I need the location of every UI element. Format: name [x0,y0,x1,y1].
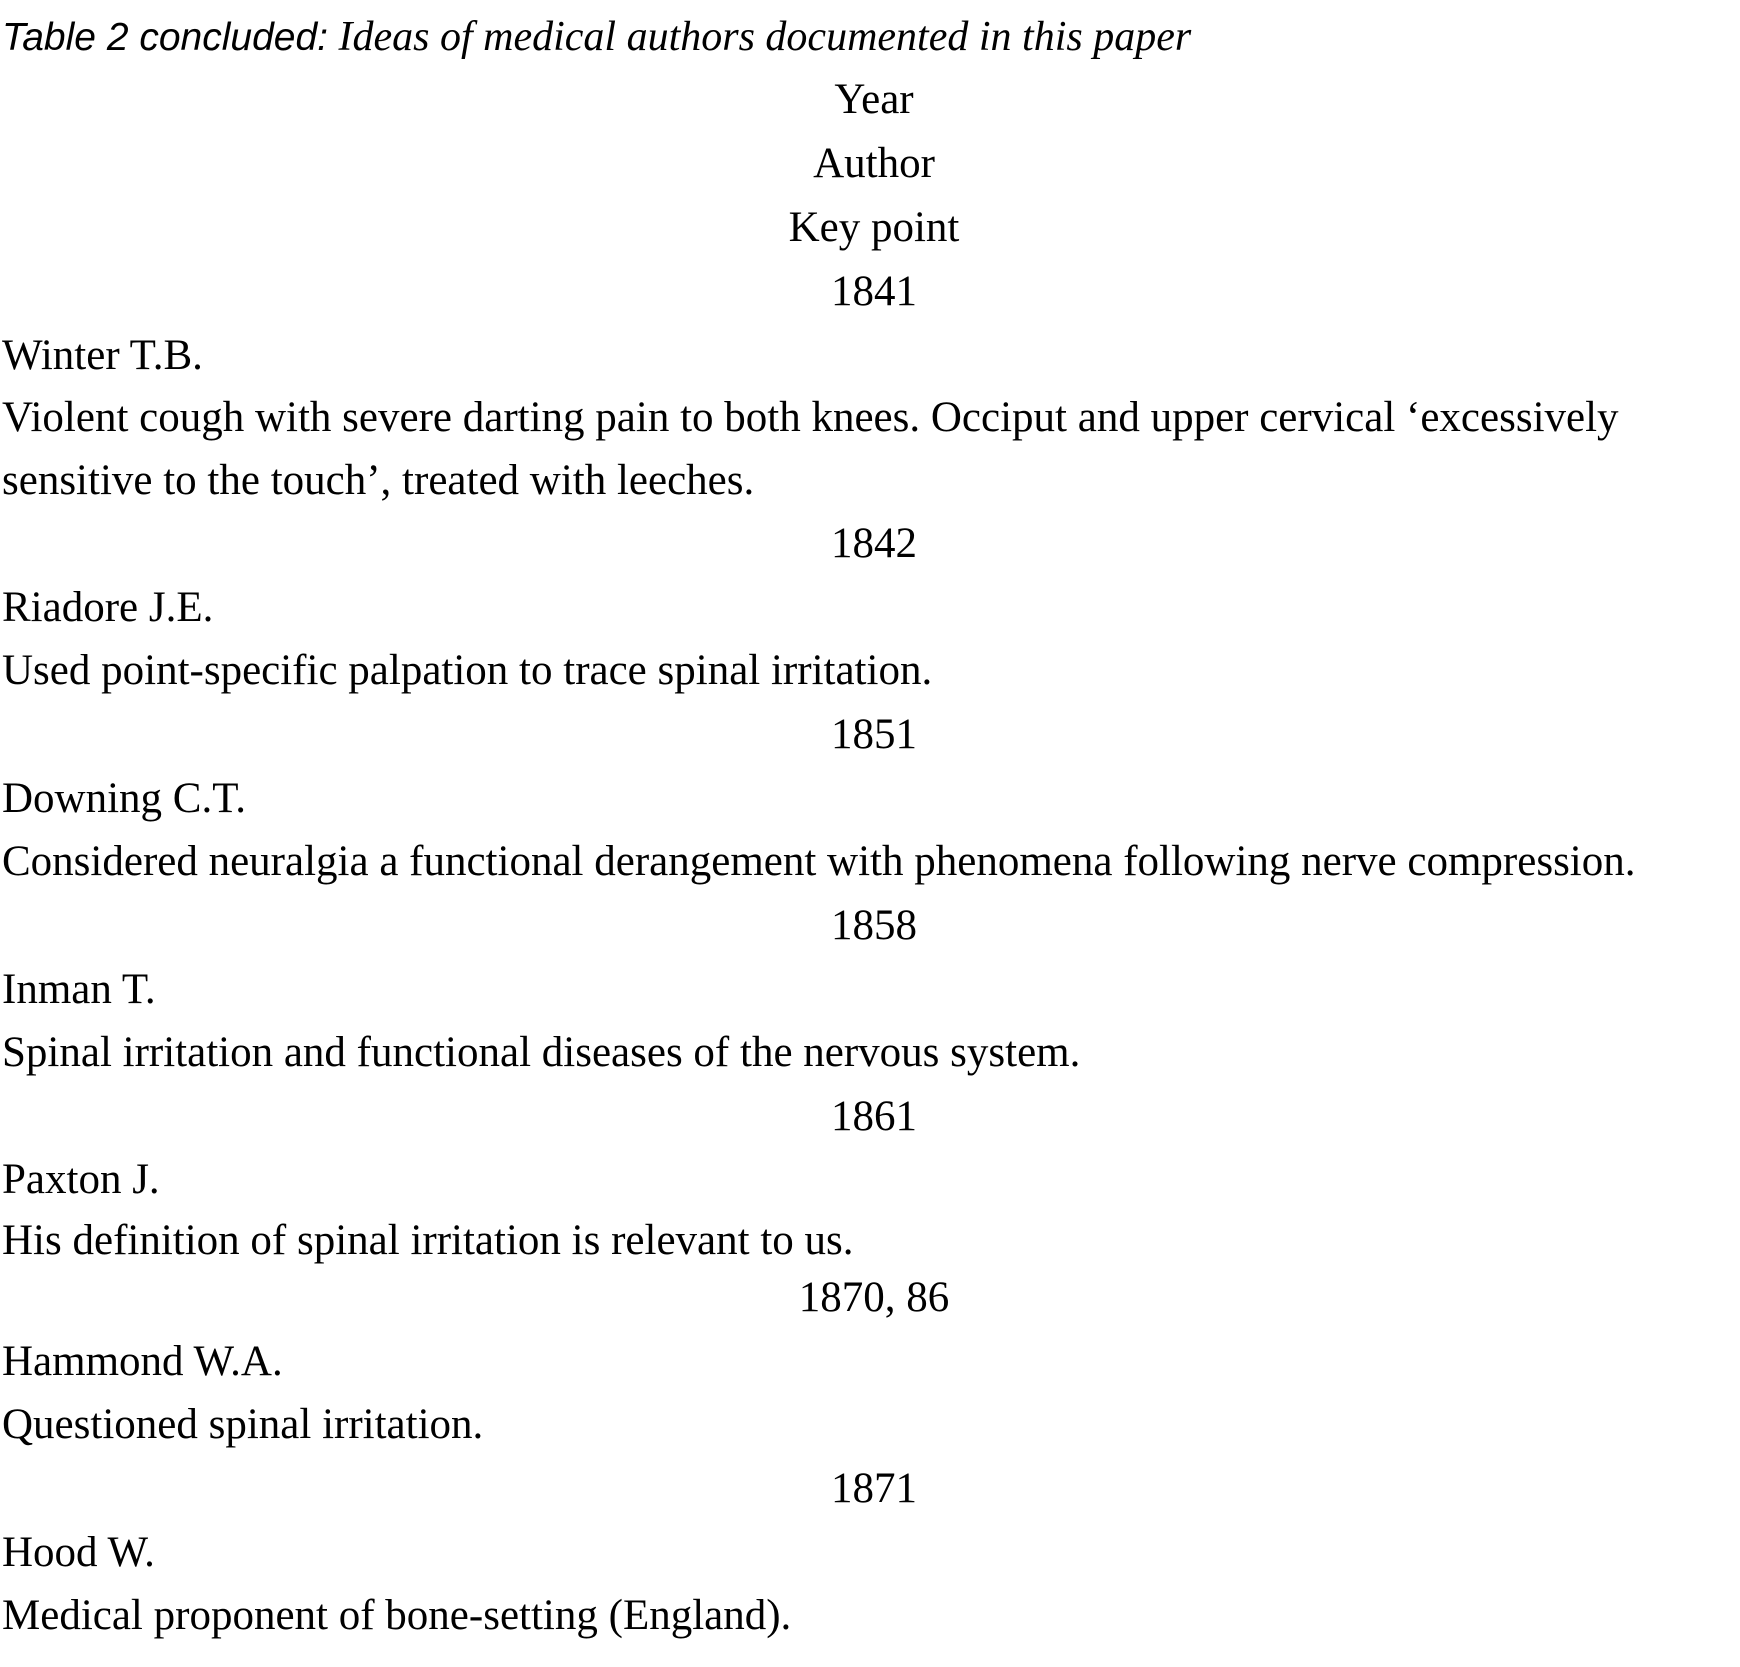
table-label: Table 2 concluded: [2,16,328,59]
table-caption [2,10,1191,64]
row-key-point: Used point-specific palpation to trace spinal irritation. [2,647,933,694]
row-author: Downing C.T. [2,775,247,822]
row-key-point: Medical proponent of bone-setting (England). [2,1592,792,1639]
row-author: Inman T. [2,966,156,1013]
row-key-point: His definition of spinal irritation is relevant to us. [2,1217,854,1264]
header-key-point: Key point [788,204,960,251]
row-author: Winter T.B. [2,332,203,379]
row-year: 1871 [831,1465,917,1512]
row-author: Hammond W.A. [2,1338,283,1385]
row-year: 1870, 86 [798,1274,950,1321]
row-year: 1861 [831,1093,917,1140]
row-year: 1851 [831,711,917,758]
row-key-point: Considered neuralgia a functional derangement with phenomena following nerve compression. [2,838,1636,885]
row-year: 1842 [831,520,917,567]
header-year: Year [834,76,914,123]
header-author: Author [813,140,935,187]
row-key-point-continued: sensitive to the touch’, treated with leeches. [2,457,755,504]
table-title: Ideas of medical authors documented in this paper [338,14,1192,60]
row-author: Paxton J. [2,1156,160,1203]
row-year: 1858 [831,902,917,949]
row-key-point: Spinal irritation and functional diseases of the nervous system. [2,1029,1081,1076]
row-author: Hood W. [2,1529,155,1576]
row-key-point: Questioned spinal irritation. [2,1401,484,1448]
row-key-point: Violent cough with severe darting pain to both knees. Occiput and upper cervical ‘excessively [2,394,1619,441]
row-year: 1841 [831,268,917,315]
row-author: Riadore J.E. [2,584,214,631]
